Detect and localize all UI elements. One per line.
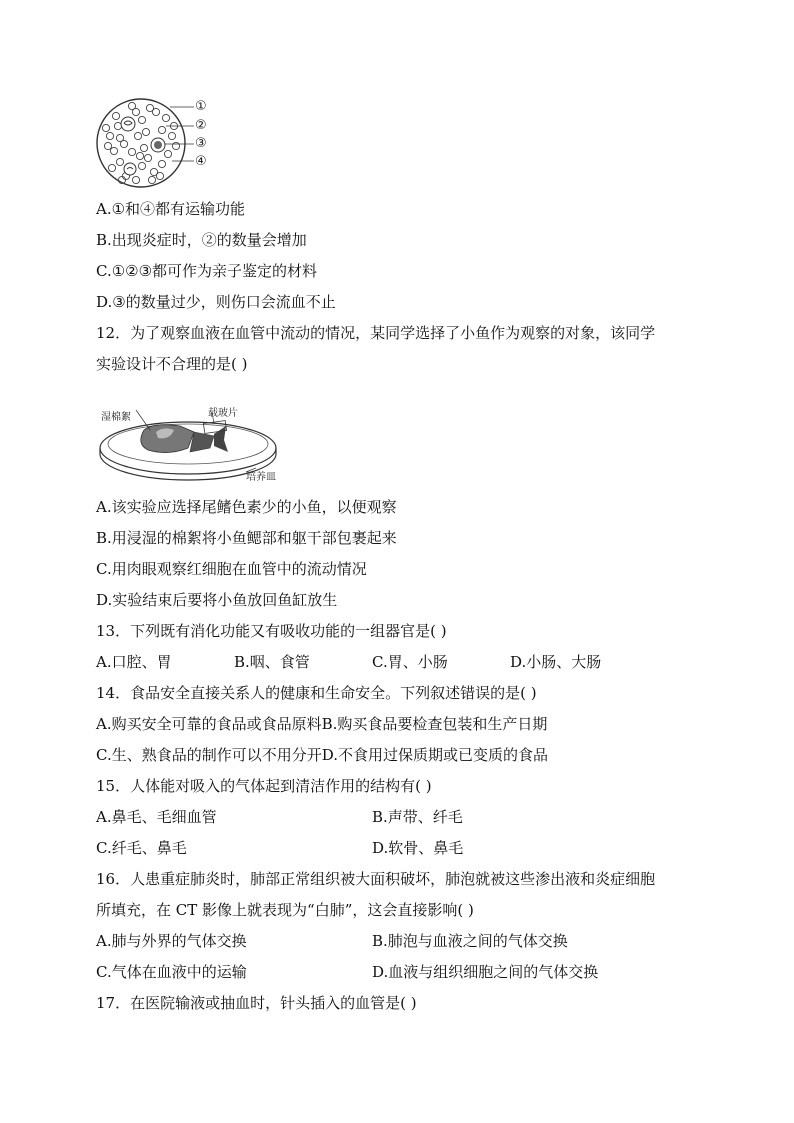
red-blood-cell	[138, 162, 145, 169]
q15-option-a: A.鼻毛、毛细血管	[96, 808, 217, 826]
label-dish: 培养皿	[246, 472, 276, 483]
q13-option-a: A.口腔、胃	[96, 653, 172, 671]
q14-stem: 14．食品安全直接关系人的健康和生命安全。下列叙述错误的是( )	[96, 684, 537, 702]
red-blood-cell	[148, 176, 155, 183]
q15-option-c: C.纤毛、鼻毛	[96, 839, 187, 857]
q15-option-d: D.软骨、鼻毛	[372, 839, 464, 857]
q13-option-d: D.小肠、大肠	[510, 653, 602, 671]
q16-option-b: B.肺泡与血液之间的气体交换	[372, 932, 568, 950]
q12-option-c: C.用肉眼观察红细胞在血管中的流动情况	[96, 560, 367, 578]
marker-3: ③	[195, 136, 207, 151]
red-blood-cell	[162, 114, 169, 121]
q13-option-b: B.咽、食管	[234, 653, 310, 671]
red-blood-cell	[156, 172, 163, 179]
q11-option-d: D.③的数量过少，则伤口会流血不止	[96, 293, 336, 311]
red-blood-cell	[136, 152, 143, 159]
label-wet-cotton: 湿棉絮	[101, 412, 131, 423]
red-blood-cell	[168, 132, 175, 139]
red-blood-cell	[164, 150, 171, 157]
red-blood-cell	[102, 124, 109, 131]
red-blood-cell	[128, 148, 135, 155]
q12-stem-line1: 12．为了观察血液在血管中流动的情况，某同学选择了小鱼作为观察的对象，该同学	[96, 324, 656, 342]
marker-1: ①	[195, 99, 207, 114]
q11-option-a: A.①和④都有运输功能	[96, 200, 246, 218]
red-blood-cell	[116, 158, 123, 165]
q15-stem: 15．人体能对吸入的气体起到清洁作用的结构有( )	[96, 777, 432, 795]
red-blood-cell	[110, 147, 117, 154]
red-blood-cell	[146, 104, 153, 111]
red-blood-cell	[116, 134, 123, 141]
q13-option-c: C.胃、小肠	[372, 653, 448, 671]
red-blood-cell	[108, 164, 115, 171]
red-blood-cell	[144, 154, 151, 161]
red-blood-cell	[112, 112, 119, 119]
label-coverslip: 载玻片	[208, 408, 238, 419]
red-blood-cell	[134, 132, 141, 139]
q12-option-b: B.用浸湿的棉絮将小鱼鳃部和躯干部包裹起来	[96, 529, 397, 547]
q14-options-line2: C.生、熟食品的制作可以不用分开D.不食用过保质期或已变质的食品	[96, 746, 548, 764]
q11-option-b: B.出现炎症时，②的数量会增加	[96, 231, 307, 249]
marker-2: ②	[195, 118, 207, 133]
red-blood-cell	[158, 126, 165, 133]
q14-options-line1: A.购买安全可靠的食品或食品原料B.购买食品要检查包装和生产日期	[96, 715, 548, 733]
red-blood-cell	[128, 102, 135, 109]
q15-option-b: B.声带、纤毛	[372, 808, 463, 826]
red-blood-cell	[132, 176, 139, 183]
q16-option-c: C.气体在血液中的运输	[96, 963, 247, 981]
q16-option-a: A.肺与外界的气体交换	[96, 932, 247, 950]
red-blood-cell	[140, 144, 147, 151]
q12-stem-line2: 实验设计不合理的是( )	[96, 355, 248, 373]
q13-stem: 13．下列既有消化功能又有吸收功能的一组器官是( )	[96, 622, 447, 640]
q16-option-d: D.血液与组织细胞之间的气体交换	[372, 963, 599, 981]
q16-stem-line2: 所填充，在 CT 影像上就表现为“白肺”，这会直接影响( )	[96, 901, 474, 919]
q11-option-c: C.①②③都可作为亲子鉴定的材料	[96, 262, 318, 280]
red-blood-cell	[142, 128, 149, 135]
q17-stem: 17．在医院输液或抽血时，针头插入的血管是( )	[96, 994, 417, 1012]
red-blood-cell	[172, 142, 179, 149]
q12-option-a: A.该实验应选择尾鳍色素少的小鱼，以便观察	[96, 498, 397, 516]
q16-stem-line1: 16．人患重症肺炎时，肺部正常组织被大面积破坏，肺泡就被这些渗出液和炎症细胞	[96, 870, 656, 888]
marker-4: ④	[195, 154, 207, 169]
red-blood-cell	[158, 160, 165, 167]
red-blood-cell	[106, 132, 113, 139]
q12-option-d: D.实验结束后要将小鱼放回鱼缸放生	[96, 591, 338, 609]
red-blood-cell	[104, 142, 111, 149]
red-blood-cell	[138, 116, 145, 123]
